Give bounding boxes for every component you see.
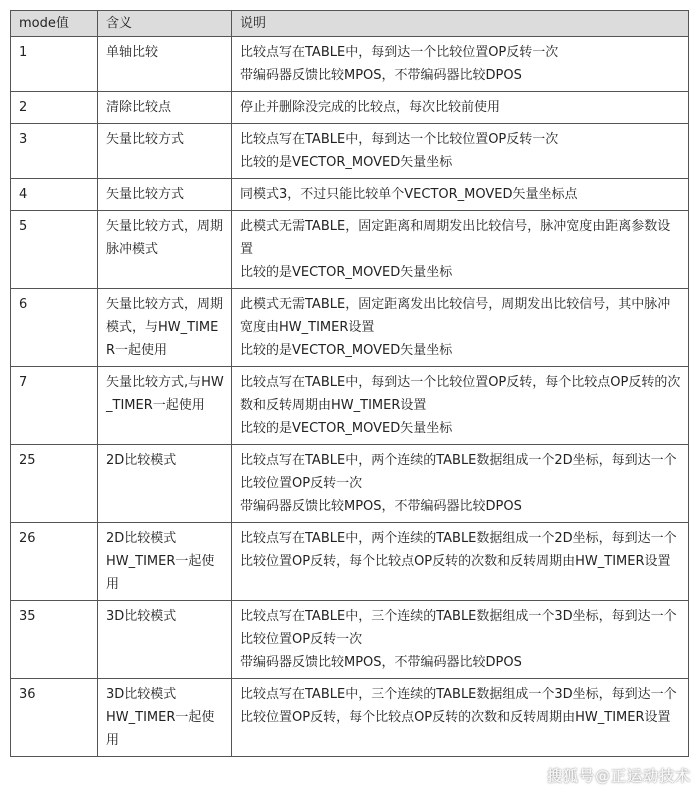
- cell-mode: 3: [11, 124, 98, 179]
- cell-description: [232, 601, 689, 679]
- meaning-line: 矢量比较方式,与HW_TIMER一起使用: [106, 375, 224, 413]
- table-header: [11, 11, 689, 37]
- description-line: 比较点写在TABLE中，两个连续的TABLE数据组成一个2D坐标，每到达一个比较位置OP反转一次: [240, 453, 677, 491]
- cell-description: [232, 124, 689, 179]
- cell-mode: 36: [11, 679, 98, 757]
- cell-meaning: [98, 37, 232, 92]
- meaning-line: 矢量比较方式，周期脉冲模式: [106, 219, 224, 257]
- watermark-logo: 搜狐号@正运动技术: [546, 767, 691, 785]
- cell-mode: 1: [11, 37, 98, 92]
- description-line: 比较点写在TABLE中，每到达一个比较位置OP反转一次: [240, 132, 559, 147]
- cell-description: [232, 211, 689, 289]
- meaning-line: 矢量比较方式: [106, 187, 185, 202]
- cell-meaning: [98, 211, 232, 289]
- description-line: 停止并删除没完成的比较点，每次比较前使用: [240, 100, 501, 115]
- meaning-line: 清除比较点: [106, 100, 172, 115]
- meaning-line: 2D比较模式: [106, 531, 177, 546]
- cell-mode: 6: [11, 289, 98, 367]
- description-line: 比较点写在TABLE中，三个连续的TABLE数据组成一个3D坐标，每到达一个比较位置OP反转一次: [240, 609, 677, 647]
- table-row: [11, 445, 689, 523]
- cell-meaning: [98, 92, 232, 124]
- meaning-line: HW_TIMER一起使用: [106, 554, 215, 592]
- mode-table-container: [10, 10, 688, 757]
- table-row: [11, 601, 689, 679]
- cell-description: [232, 445, 689, 523]
- cell-mode: 2: [11, 92, 98, 124]
- meaning-line: 单轴比较: [106, 45, 159, 60]
- cell-mode: 7: [11, 367, 98, 445]
- description-line: 比较的是VECTOR_MOVED矢量坐标: [240, 343, 453, 358]
- table-row: [11, 37, 689, 92]
- mode-table: [10, 10, 689, 757]
- cell-meaning: [98, 445, 232, 523]
- description-line: 比较点写在TABLE中，每到达一个比较位置OP反转一次: [240, 45, 559, 60]
- cell-meaning: [98, 124, 232, 179]
- description-line: 带编码器反馈比较MPOS，不带编码器比较DPOS: [240, 68, 522, 83]
- cell-description: [232, 37, 689, 92]
- description-line: 此模式无需TABLE，固定距离发出比较信号，周期发出比较信号，其中脉冲宽度由HW_TIMER设置: [240, 297, 671, 335]
- cell-meaning: [98, 179, 232, 211]
- description-line: 此模式无需TABLE，固定距离和周期发出比较信号，脉冲宽度由距离参数设置: [240, 219, 671, 257]
- description-line: 带编码器反馈比较MPOS，不带编码器比较DPOS: [240, 499, 522, 514]
- table-row: [11, 124, 689, 179]
- description-line: 带编码器反馈比较MPOS，不带编码器比较DPOS: [240, 655, 522, 670]
- meaning-line: HW_TIMER一起使用: [106, 710, 215, 748]
- cell-description: [232, 523, 689, 601]
- cell-meaning: [98, 523, 232, 601]
- table-row: [11, 179, 689, 211]
- header-meaning: 含义: [98, 11, 232, 37]
- description-line: 比较的是VECTOR_MOVED矢量坐标: [240, 155, 453, 170]
- meaning-line: 2D比较模式: [106, 453, 177, 468]
- table-row: [11, 367, 689, 445]
- description-line: 比较的是VECTOR_MOVED矢量坐标: [240, 421, 453, 436]
- description-line: 比较点写在TABLE中，两个连续的TABLE数据组成一个2D坐标，每到达一个比较位置OP反转，每个比较点OP反转的次数和反转周期由HW_TIMER设置: [240, 531, 677, 569]
- cell-description: [232, 92, 689, 124]
- cell-meaning: [98, 679, 232, 757]
- cell-meaning: [98, 601, 232, 679]
- meaning-line: 3D比较模式: [106, 687, 177, 702]
- table-row: [11, 523, 689, 601]
- description-line: 比较点写在TABLE中，三个连续的TABLE数据组成一个3D坐标，每到达一个比较位置OP反转，每个比较点OP反转的次数和反转周期由HW_TIMER设置: [240, 687, 677, 725]
- cell-meaning: [98, 289, 232, 367]
- meaning-line: 矢量比较方式，周期模式，与HW_TIMER一起使用: [106, 297, 224, 358]
- meaning-line: 矢量比较方式: [106, 132, 185, 147]
- description-line: 比较点写在TABLE中，每到达一个比较位置OP反转，每个比较点OP反转的次数和反转周期由HW_TIMER设置: [240, 375, 681, 413]
- cell-description: [232, 179, 689, 211]
- description-line: 比较的是VECTOR_MOVED矢量坐标: [240, 265, 453, 280]
- description-line: 同模式3，不过只能比较单个VECTOR_MOVED矢量坐标点: [240, 187, 578, 202]
- header-mode: mode值: [11, 11, 98, 37]
- cell-description: [232, 289, 689, 367]
- table-row: [11, 92, 689, 124]
- cell-mode: 4: [11, 179, 98, 211]
- table-row: [11, 679, 689, 757]
- table-row: [11, 211, 689, 289]
- header-description: 说明: [232, 11, 689, 37]
- cell-mode: 35: [11, 601, 98, 679]
- cell-mode: 25: [11, 445, 98, 523]
- cell-mode: 26: [11, 523, 98, 601]
- meaning-line: 3D比较模式: [106, 609, 177, 624]
- header-row: [11, 11, 689, 37]
- cell-description: [232, 679, 689, 757]
- cell-meaning: [98, 367, 232, 445]
- cell-mode: 5: [11, 211, 98, 289]
- table-row: [11, 289, 689, 367]
- cell-description: [232, 367, 689, 445]
- table-body: [11, 37, 689, 757]
